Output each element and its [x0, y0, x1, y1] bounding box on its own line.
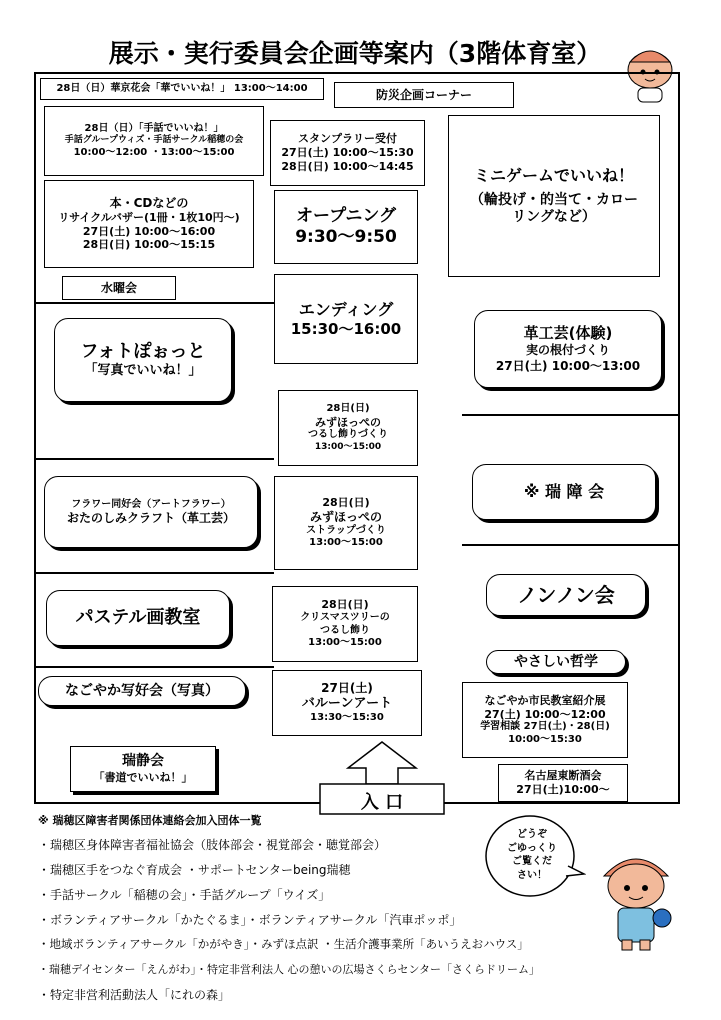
divider: [462, 414, 680, 416]
leathercraft-box: 革工芸(体験) 実の根付づくり 27日(土) 10:00～13:00: [474, 310, 662, 388]
photo-box: フォトぽぉっと 「写真でいいね！」: [54, 318, 232, 402]
balloon-art-box: 27日(土) バルーンアート 13:30～15:30: [272, 670, 422, 736]
nonnon-kai-box: ノンノン会: [486, 574, 646, 616]
list-item: ・瑞穂区身体障害者福祉協会（肢体部会・視覚部会・聴覚部会）: [38, 838, 387, 852]
mizuho-tsurushi-box: 28日(日) みずほっぺの つるし飾りづくり 13:00～15:00: [278, 390, 418, 466]
calligraphy-box: 瑞静会 「書道でいいね！」: [70, 746, 216, 792]
member-list-heading: ※ 瑞穂区障害者関係団体連絡会加入団体一覧: [38, 814, 262, 827]
stamp-rally-box: スタンプラリー受付 27日(土) 10:00～15:30 28日(日) 10:00～14:45: [270, 120, 425, 186]
opening-box: オープニング 9:30～9:50: [274, 190, 418, 264]
entrance-label: 入 口: [360, 792, 404, 813]
ending-box: エンディング 15:30～16:00: [274, 274, 418, 364]
list-item: ・ボランティアサークル「かたぐるま」・ボランティアサークル「汽車ポッポ」: [38, 913, 462, 927]
mizuho-strap-box: 28日(日) みずほっぺの ストラップづくり 13:00～15:00: [274, 476, 418, 570]
divider: [462, 544, 680, 546]
divider: [34, 458, 274, 460]
philosophy-label: やさしい哲学: [486, 650, 626, 674]
hanakyoukai-banner: 28日（日）華京花会「華でいいね！」 13:00～14:00: [40, 78, 324, 100]
flower-club-box: フラワー同好会（アートフラワー） おたのしみクラフト（革工芸）: [44, 476, 258, 548]
speech-bubble-text: どうぞ ごゆっくり ご覧くだ さい！: [507, 829, 557, 881]
recycle-bazaar-box: 本・CDなどの リサイクルバザー(1冊・1枚10円～) 27日(土) 10:00～16:00 28日(日) 10:00～15:15: [44, 180, 254, 268]
suiyoukai-label: 水曜会: [62, 276, 176, 300]
page-title: 展示・実行委員会企画等案内（3階体育室）: [108, 39, 602, 68]
nagoyaka-photo-box: なごやか写好会（写真）: [38, 676, 246, 706]
list-item: ・瑞穂デイセンター「えんがわ」・特定非営利法人 心の憩いの広場さくらセンター「さくらドリーム」: [38, 963, 541, 976]
list-item: ・瑞穂区手をつなぐ育成会 ・サポートセンターbeing瑞穂: [38, 863, 351, 877]
minigame-box: ミニゲームでいいね！ （輪投げ・的当て・カローリングなど）: [448, 115, 660, 277]
divider: [34, 302, 274, 304]
citizen-class-box: なごやか市民教室紹介展 27(土) 10:00～12:00 学習相談 27日(土)・28(日) 10:00～15:30: [462, 682, 628, 758]
bousai-corner: 防災企画コーナー: [334, 82, 514, 108]
list-item: ・手話サークル「稲穂の会」・手話グループ「ウイズ」: [38, 888, 331, 902]
divider: [34, 572, 274, 574]
danshukai-box: 名古屋東断酒会 27日(土)10:00～: [498, 764, 628, 802]
zuishoukai-box: ※ 瑞 障 会: [472, 464, 656, 520]
divider: [34, 666, 274, 668]
pastel-class-box: パステル画教室: [46, 590, 230, 646]
mascot-illustration: [596, 842, 676, 952]
shuwa-box: 28日（日）「手話でいいね！」 手話グループウィズ・手話サークル稲穂の会 10:00～12:00 ・13:00～15:00: [44, 106, 264, 176]
list-item: ・地域ボランティアサークル「かがやき」・みずほ点訳 ・生活介護事業所「あいうえおハウス」: [38, 937, 529, 951]
list-item: ・特定非営利活動法人「にれの森」: [38, 988, 231, 1002]
xmas-tree-box: 28日(日) クリスマスツリーの つるし飾り 13:00～15:00: [272, 586, 418, 662]
